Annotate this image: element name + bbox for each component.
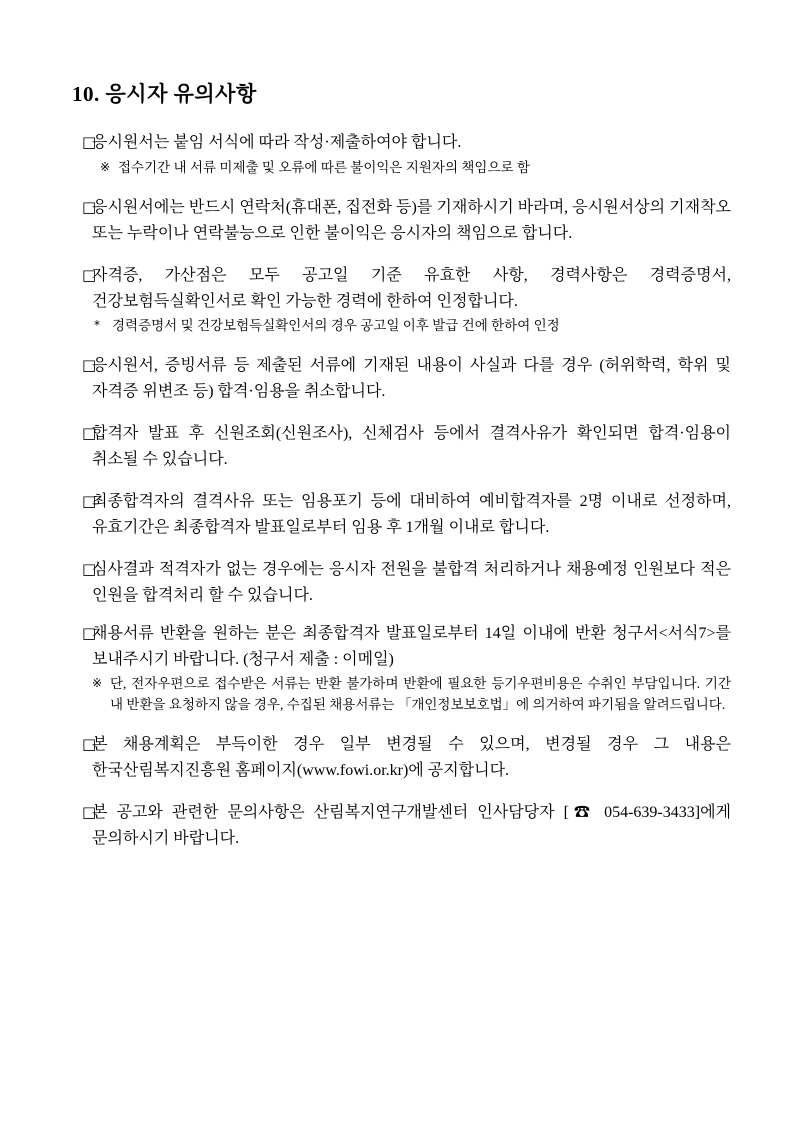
list-item [66,557,731,609]
list-item-text: 본 채용계획은 부득이한 경우 일부 변경될 수 있으며, 변경될 경우 그 내용은 한국산림복지진흥원 홈페이지(www.fowi.or.kr)에 공지합니다. [92,736,731,780]
list-item-body [92,557,731,609]
checkbox-bullet-icon: □ [82,803,97,822]
list-item-body [92,421,731,473]
list-item [66,421,731,473]
spacer [66,720,731,732]
list-item-body [92,800,731,852]
list-item-note [100,158,731,179]
list-item-body [92,353,731,405]
list-item-body [92,621,731,717]
page-title: 10. 응시자 유의사항 [72,82,257,106]
note-text: 단, 전자우편으로 접수받은 서류는 반환 불가하며 반환에 필요한 등기우편비용은 수취인 부담입니다. 기간 내 반환을 요청하지 않을 경우, 수집된 채용서류는 「개인정보보호법」에 의거하여 파기됨을 알려드립니다. [110,676,731,713]
checkbox-bullet-icon: □ [82,424,97,443]
spacer [66,477,731,489]
list-item-text: 심사결과 적격자가 없는 경우에는 응시자 전원을 불합격 처리하거나 채용예정 인원보다 적은 인원을 합격처리 할 수 있습니다. [92,560,731,604]
list-item-text: 본 공고와 관련한 문의사항은 산림복지연구개발센터 인사담당자 [☎ 054-639-3433]에게 문의하시기 바랍니다. [92,804,731,847]
checkbox-bullet-icon: □ [82,197,97,216]
list-item-text: 자격증, 가산점은 모두 공고일 기준 유효한 사항, 경력사항은 경력증명서, 건강보험득실확인서로 확인 가능한 경력에 한하여 인정합니다. [92,266,731,310]
checkbox-bullet-icon: □ [82,265,97,284]
list-item [66,489,731,541]
spacer [66,251,731,263]
note-mark-icon: * [94,318,100,333]
note-mark-icon: ※ [100,159,111,174]
checkbox-bullet-icon: □ [82,623,97,642]
spacer [66,409,731,421]
list-item-text: 응시원서에는 반드시 연락처(휴대폰, 집전화 등)를 기재하시기 바라며, 응시원서상의 기재착오 또는 누락이나 연락불능으로 인한 불이익은 응시자의 책임으로 합니다. [92,198,731,242]
list-item [66,621,731,717]
spacer [66,341,731,353]
spacer [66,613,731,621]
spacer [66,545,731,557]
list-item-body [92,195,731,247]
checkbox-bullet-icon: □ [82,735,97,754]
checkbox-bullet-icon: □ [82,356,97,375]
list-item [66,353,731,405]
note-text: 경력증명서 및 건강보험득실확인서의 경우 공고일 이후 발급 건에 한하여 인정 [112,318,560,334]
checkbox-bullet-icon: □ [82,492,97,510]
list-item-text: 최종합격자의 결격사유 또는 임용포기 등에 대비하여 예비합격자를 2명 이내로 선정하며, 유효기간은 최종합격자 발표일로부터 임용 후 1개월 이내로 합니다. [92,493,731,536]
list-item-text: 응시원서, 증빙서류 등 제출된 서류에 기재된 내용이 사실과 다를 경우 (허위학력, 학위 및 자격증 위변조 등) 합격·임용을 취소합니다. [92,357,731,401]
list-item-text: 응시원서는 붙임 서식에 따라 작성·제출하여야 합니다. [92,134,462,151]
list-item-body [92,130,731,179]
list-item-note [94,316,731,337]
note-mark-icon: ※ [92,676,103,691]
list-item-note [92,674,731,716]
list-item [66,130,731,179]
list-item [66,195,731,247]
spacer [66,788,731,800]
note-text: 접수기간 내 서류 미제출 및 오류에 따른 불이익은 지원자의 책임으로 함 [118,159,530,175]
list-item [66,263,731,338]
list-item-body [92,263,731,338]
spacer [66,183,731,195]
list-item-text: 채용서류 반환을 원하는 분은 최종합격자 발표일로부터 14일 이내에 반환 청구서<서식7>를 보내주시기 바랍니다. (청구서 제출 : 이메일) [92,624,731,668]
list-item-body [92,732,731,784]
checkbox-bullet-icon: □ [82,559,97,578]
list-item [66,732,731,784]
list-item [66,800,731,852]
list-item-text: 합격자 발표 후 신원조회(신원조사), 신체검사 등에서 결격사유가 확인되면 합격·임용이 취소될 수 있습니다. [92,425,731,469]
checkbox-bullet-icon: □ [82,133,97,151]
list-item-body [92,489,731,541]
